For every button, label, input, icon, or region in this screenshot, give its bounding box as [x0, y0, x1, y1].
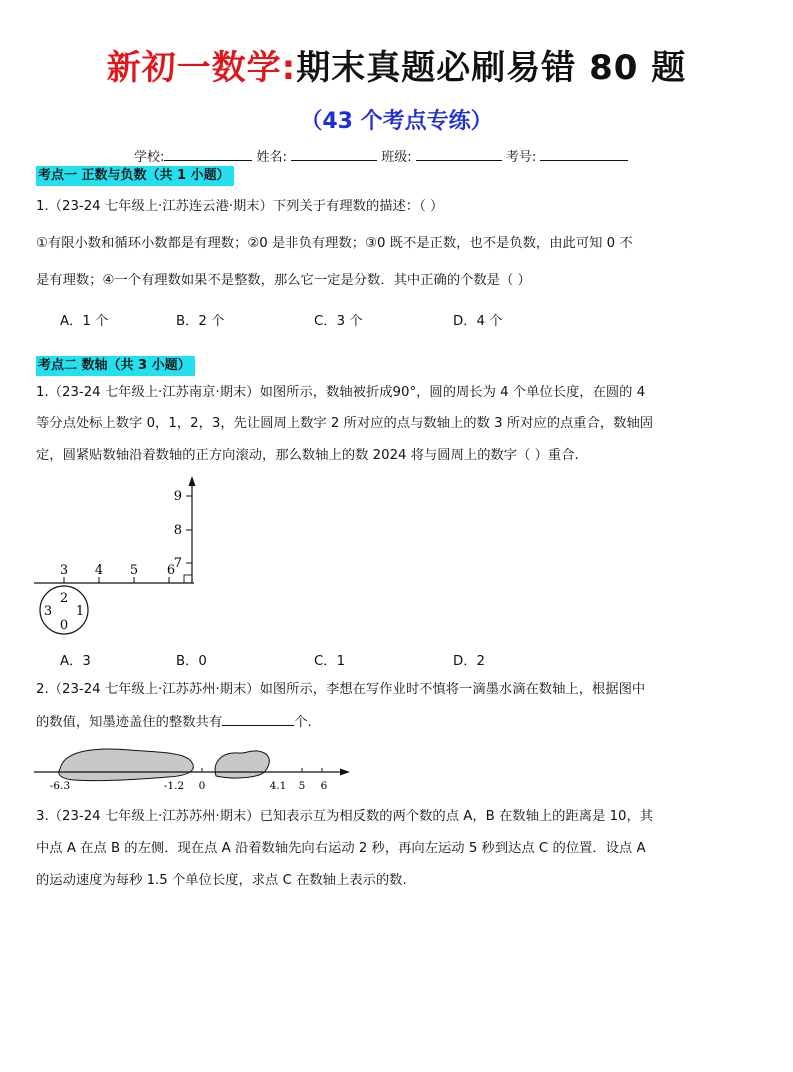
title-black-part: 期末真题必刷易错 80 题 [296, 48, 687, 88]
page-title [0, 46, 793, 90]
circle-label: 0 [59, 618, 69, 633]
tick-label: 9 [173, 489, 182, 504]
circle-label: 1 [75, 604, 85, 619]
class-label: 班级: [381, 150, 412, 165]
question-text-line: 等分点处标上数字 0，1，2，3，先让圆周上数字 2 所对应的点与数轴上的数 3 所对应的点重合，数轴固 [36, 416, 654, 431]
section-heading-2: 考点二 数轴（共 3 小题） [36, 356, 195, 376]
axis-arrow-icon [340, 769, 350, 776]
tick-label: 5 [129, 563, 139, 578]
option-b[interactable]: B．0 [176, 654, 207, 669]
axis-arrow-icon [189, 476, 196, 486]
circle-label: 2 [59, 591, 69, 606]
exam-number-blank[interactable] [540, 148, 628, 161]
circle-label: 3 [43, 604, 53, 619]
question-text: 个. [294, 715, 312, 730]
tick-label: 6 [166, 563, 176, 578]
tick-label: 3 [59, 563, 69, 578]
exam-number-label: 考号: [505, 150, 537, 165]
question-stem: 1.（23-24 七年级上·江苏连云港·期末）下列关于有理数的描述：（ ） [36, 199, 444, 214]
option-a[interactable]: A．1 个 [60, 314, 109, 329]
question-text-line: 2.（23-24 七年级上·江苏苏州·期末）如图所示，李想在写作业时不慎将一滴墨水滴在数轴上，根据图中 [36, 682, 646, 697]
name-blank[interactable] [291, 148, 377, 161]
option-b[interactable]: B．2 个 [176, 314, 225, 329]
question-text-line: 3.（23-24 七年级上·江苏苏州·期末）已知表示互为相反数的两个数的点 A，B 在数轴上的距离是 10，其 [36, 809, 654, 824]
option-d[interactable]: D．2 [453, 654, 485, 669]
tick-label: 6 [320, 780, 328, 792]
tick-label: -6.3 [49, 780, 71, 792]
question-text-line: 是有理数；④一个有理数如果不是整数，那么它一定是分数．其中正确的个数是（ ） [36, 273, 531, 288]
tick-label: 8 [173, 523, 182, 538]
tick-label: -1.2 [163, 780, 185, 792]
tick-label: 4 [94, 563, 104, 578]
question-text-line: 中点 A 在点 B 的左侧．现在点 A 沿着数轴先向右运动 2 秒，再向左运动 5 秒到达点 C 的位置．设点 A [36, 841, 646, 856]
title-red-part: 新初一数学: [106, 48, 297, 88]
school-label: 学校: [134, 150, 165, 165]
question-text-line: 1.（23-24 七年级上·江苏南京·期末）如图所示，数轴被折成90°，圆的周长为 4 个单位长度，在圆的 4 [36, 385, 646, 400]
question-text: 的数值，知墨迹盖住的整数共有 [36, 715, 223, 730]
page-subtitle: （43 个考点专练） [300, 109, 493, 134]
tick-label: 0 [198, 780, 206, 792]
answer-blank[interactable] [222, 713, 294, 726]
right-angle-marker [184, 575, 192, 583]
question-text-line: ①有限小数和循环小数都是有理数；②0 是非负有理数；③0 既不是正数，也不是负数，由此可知 0 不 [36, 236, 633, 251]
tick-label: 4.1 [269, 780, 287, 792]
option-c[interactable]: C．1 [314, 654, 346, 669]
school-blank[interactable] [164, 148, 252, 161]
option-a[interactable]: A．3 [60, 654, 91, 669]
ink-blot-right [215, 751, 269, 778]
tick-label: 5 [298, 780, 306, 792]
section-heading-1: 考点一 正数与负数（共 1 小题） [36, 166, 234, 186]
tick-label: 7 [173, 556, 182, 571]
ink-blot-number-line-figure [34, 744, 354, 796]
ink-blot-left [59, 749, 194, 781]
question-text-line: 定，圆紧贴数轴沿着数轴的正方向滚动，那么数轴上的数 2024 将与圆周上的数字（ ）重合. [36, 448, 579, 463]
class-blank[interactable] [416, 148, 502, 161]
name-label: 姓名: [256, 150, 287, 165]
option-d[interactable]: D．4 个 [453, 314, 503, 329]
folded-number-line-figure [34, 474, 204, 644]
student-info-row [134, 146, 628, 165]
question-text-line [36, 713, 312, 732]
option-c[interactable]: C．3 个 [314, 314, 363, 329]
question-text-line: 的运动速度为每秒 1.5 个单位长度，求点 C 在数轴上表示的数. [36, 873, 407, 888]
